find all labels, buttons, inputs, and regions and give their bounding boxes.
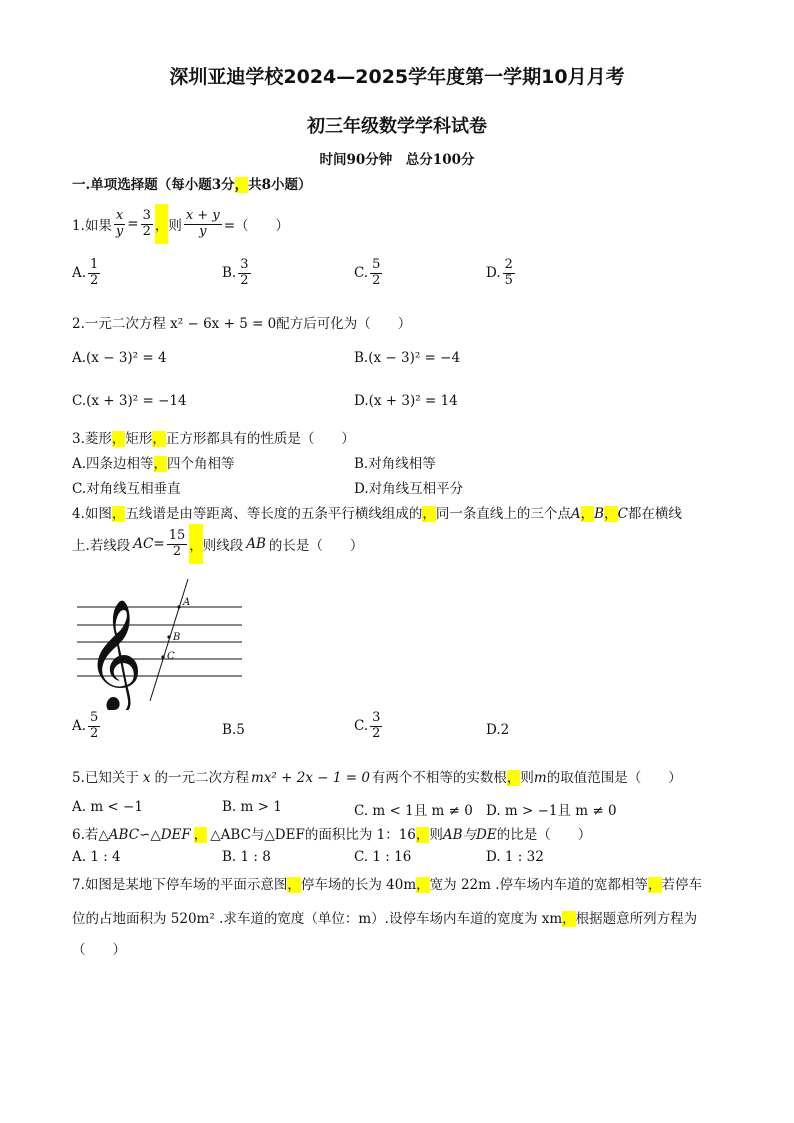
q1-equals: = [127,216,139,232]
q7-comma-1: ， [287,877,301,893]
q5-c: 有两个不相等的实数根 [371,770,507,786]
question-4-line-2 [72,524,363,564]
frac-num: 3 [240,257,249,272]
q4-line2c: 的长是（ ） [268,538,364,554]
option-text: 2 [500,722,510,738]
q6-comma-1: ， [193,827,208,843]
option-fraction [238,258,250,289]
q1-f2-den: 2 [142,223,151,239]
q4-option-b [222,722,245,738]
q1-option-a [72,258,102,289]
question-6 [72,823,591,843]
q1-f1-num: x [115,207,124,223]
label-c: C [167,651,175,662]
q1-prefix: 1.如果 [72,218,112,234]
q4-comma-5: ， [189,524,203,564]
q4-seg-ac: AC [133,536,154,552]
q6-option-d: D. 1 : 32 [486,849,544,865]
q4-point-b: B [594,506,605,522]
option-fraction [88,258,100,289]
question-1 [72,204,289,244]
q7-line2b: 根据题意所列方程为 [575,911,698,927]
q6-d: 的比是（ ） [496,827,592,843]
exam-title: 深圳亚迪学校2024—2025学年度第一学期10月月考 [169,66,625,88]
q6-seg: AB与DE [442,827,497,843]
q5-option-c: C. m < 1且 m ≠ 0 [354,803,473,819]
q5-b: 的一元二次方程 [154,770,250,786]
q7-c: 宽为 22m .停车场内车道的宽都相等 [429,877,649,893]
question-7-line-1 [72,873,702,893]
q4-a: 4.如图 [72,506,112,522]
q6-c: 则 [429,827,443,843]
option-label: A. [72,718,87,735]
q4-b: 五线谱是由等距离、等长度的五条平行横线组成的 [125,506,423,522]
frac-num: 3 [372,710,381,725]
q3-option-d: D.对角线互相平分 [354,481,464,497]
q1-tail: =（ ） [223,218,289,234]
q5-x: x [142,770,151,786]
q5-option-a: A. m < −1 [72,799,143,815]
q1-option-d [486,258,517,289]
q1-f3-num: x + y [185,207,220,223]
q7-comma-3: ， [648,877,662,893]
q4-option-a [72,711,102,742]
q6-option-c: C. 1 : 16 [354,849,412,865]
q6-similar: △ABC∽△DEF [98,827,191,843]
frac-num: 5 [372,257,381,272]
frac-den: 2 [372,725,381,741]
question-7-line-2 [72,907,697,927]
q4-seg-ab: AB [246,536,266,552]
q3-option-a-text-2: 四个角相等 [167,456,235,472]
svg-text:𝄞: 𝄞 [86,598,143,710]
q4-line2b: 则线段 [202,538,244,554]
q1-f2-num: 3 [142,207,151,223]
q1-then: 则 [168,218,182,234]
q1-fraction-3-over-2 [141,209,153,240]
option-label: D. [486,722,501,738]
q6-b: △ABC与△DEF的面积比为 1：16 [210,827,416,843]
point-c [161,655,164,658]
q5-a: 5.已知关于 [72,770,139,786]
q2-option-a: A.(x − 3)² = 4 [72,350,167,366]
staff-figure [72,575,247,710]
point-b [167,635,170,638]
q1-option-c [354,258,384,289]
q3-comma-1: ， [111,431,126,447]
q2-option-b: B.(x − 3)² = −4 [354,350,461,366]
q4-eq: = [153,536,165,552]
q4-option-d [486,722,509,738]
q4-c: 同一条直线上的三个点 [435,506,571,522]
question-2: 2.一元二次方程 x² − 6x + 5 = 0配方后可化为（ ） [72,316,412,332]
frac-den: 2 [90,272,99,288]
frac-num: 2 [504,257,513,272]
q5-e: 的取值范围是（ ） [546,770,682,786]
q4-point-c: C [617,506,628,522]
frac-den: 2 [172,543,182,559]
option-fraction [370,258,382,289]
q3-comma-2: ， [152,431,166,447]
option-label: B. [222,722,237,738]
option-label: D. [486,265,501,282]
option-fraction [503,258,515,289]
section-title [72,173,312,193]
q4-fraction [167,529,188,560]
q4-comma-1: ， [111,506,126,522]
q6-a: 6.若 [72,827,99,843]
q1-f1-den: y [115,223,124,239]
q6-comma-2: ， [415,827,430,843]
option-fraction [88,711,100,742]
section-title-b: 共8小题） [248,177,312,193]
q2-option-d: D.(x + 3)² = 14 [354,393,458,409]
q1-f3-den: y [199,223,207,239]
question-5 [72,766,682,786]
q5-option-b: B. m > 1 [222,799,282,815]
q3-option-b: B.对角线相等 [354,456,436,472]
exam-subtitle: 初三年级数学学科试卷 [307,116,487,137]
q4-line2a: 上.若线段 [72,538,131,554]
q3-c: 正方形都具有的性质是（ ） [165,431,355,447]
option-label: C. [354,265,369,282]
q3-option-a-comma: ， [153,456,168,472]
q1-fraction-x-over-y [114,209,125,240]
frac-num: 5 [90,710,99,725]
option-label: A. [72,265,87,282]
time-info: 时间90分钟 总分100分 [319,152,475,168]
q1-option-b [222,258,253,289]
q5-equation: mx² + 2x − 1 = 0 [251,770,370,786]
option-label: C. [354,718,369,735]
q7-line2a: 位的占地面积为 520m² .求车道的宽度（单位：m）.设停车场内车道的宽度为 xm [72,911,563,927]
q1-comma: ， [155,204,169,244]
q5-option-d: D. m > −1且 m ≠ 0 [486,803,617,819]
q3-b: 矩形 [125,431,153,447]
q4-comma-3: ， [580,506,595,522]
q4-d: 都在横线 [627,506,682,522]
q7-comma-2: ， [416,877,430,893]
q4-point-a: A [570,506,581,522]
question-3 [72,427,355,447]
label-a: A [183,597,191,608]
option-fraction [370,711,382,742]
frac-den: 2 [90,725,99,741]
q4-option-c [354,711,384,742]
q3-option-a-text: A.四条边相等 [72,456,154,472]
q4-comma-4: ， [604,506,618,522]
q7-b: 停车场的长为 40m [300,877,417,893]
q1-fraction-xy-over-y [184,209,222,240]
question-4-line-1 [72,502,682,522]
q3-a: 3.菱形 [72,431,112,447]
frac-den: 5 [504,272,513,288]
question-7-line-3: （ ） [72,942,126,958]
point-a [177,605,180,608]
q7-a: 7.如图是某地下停车场的平面示意图 [72,877,288,893]
q7-d: 若停车 [661,877,703,893]
treble-clef-icon [86,598,143,710]
q2-option-c: C.(x + 3)² = −14 [72,393,187,409]
q7-comma-4: ， [562,911,576,927]
section-title-a: 一.单项选择题（每小题3分 [72,177,235,193]
q6-option-a: A. 1 : 4 [72,849,121,865]
q5-comma: ， [506,770,521,786]
frac-den: 2 [372,272,381,288]
q3-option-c: C.对角线互相垂直 [72,481,181,497]
label-b: B [173,632,181,643]
frac-num: 15 [168,527,186,543]
q5-d: 则 [520,770,534,786]
q5-m: m [533,770,547,786]
q3-option-a [72,452,235,472]
frac-num: 1 [90,257,99,272]
frac-den: 2 [240,272,249,288]
q6-option-b: B. 1 : 8 [222,849,271,865]
section-title-comma: ， [234,177,249,193]
q4-comma-2: ， [422,506,436,522]
option-text: 5 [236,722,245,738]
option-label: B. [222,265,237,282]
